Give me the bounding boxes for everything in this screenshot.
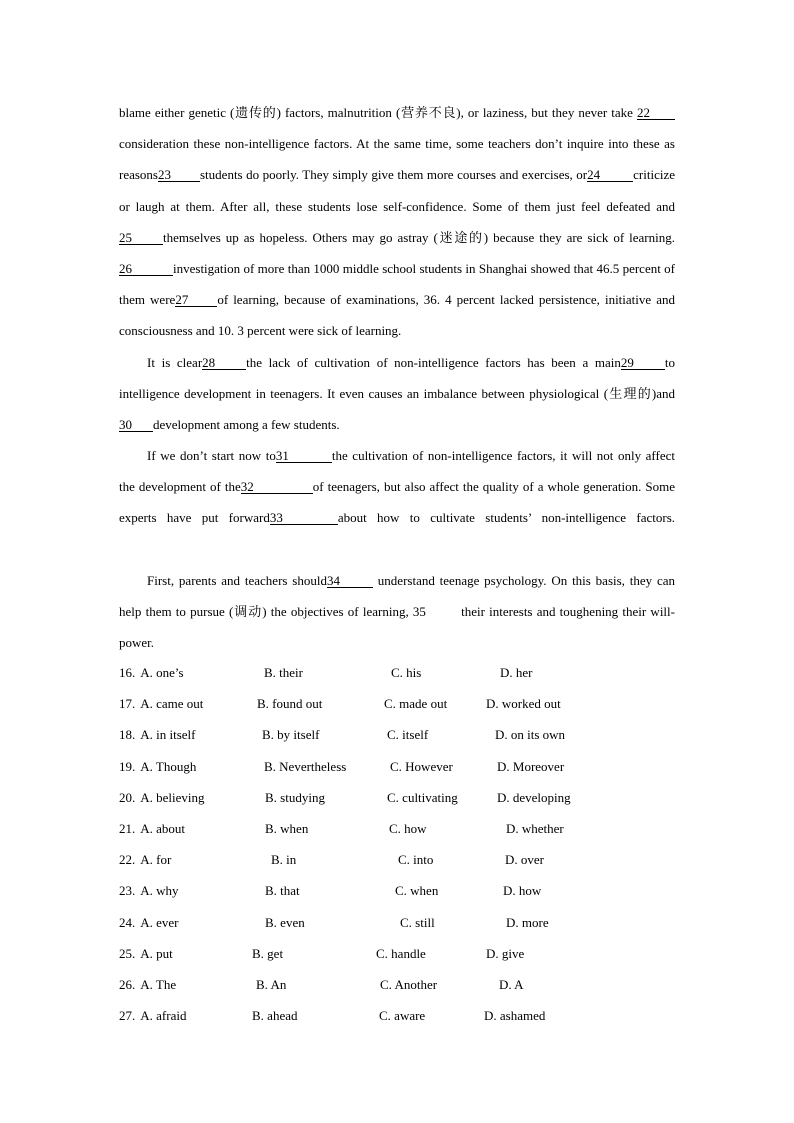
question-option-a: [119, 913, 179, 933]
question-option-b: B. ahead: [252, 1008, 298, 1024]
passage-text: criticize or laugh at them. After all, these students lose self-confidence. Some of them just feel defeated and: [119, 167, 675, 214]
question-option-d: D. more: [506, 914, 549, 930]
question-row: [119, 725, 679, 745]
question-option-c: C. when: [395, 883, 439, 899]
option-text: A. put: [140, 945, 173, 961]
answer-blank-number: 35: [412, 604, 426, 620]
answer-blank: 27: [175, 293, 217, 307]
question-number: 19.: [119, 758, 136, 774]
question-row: [119, 944, 679, 964]
passage-text: development among a few students.: [153, 417, 340, 433]
question-option-c: C. into: [398, 852, 434, 868]
question-option-b: B. by itself: [262, 727, 320, 743]
passage-paragraph-1: [119, 97, 675, 347]
question-row: [119, 819, 679, 839]
question-option-b: B. when: [265, 821, 309, 836]
question-option-c: C. made out: [384, 696, 448, 712]
passage-text: First, parents and teachers should: [147, 573, 327, 588]
option-text: A. ever: [140, 914, 179, 930]
question-option-b: B. found out: [257, 696, 323, 712]
passage-text: of teenagers, but also affect the quality of a whole generation. Some experts have put forward: [119, 479, 675, 526]
passage-text: to intelligence development in teenagers. It even causes an imbalance between physiological (生理的)and: [119, 355, 675, 402]
option-text: A. Though: [140, 758, 197, 774]
question-option-a: [119, 757, 196, 777]
question-number: 21.: [119, 821, 136, 836]
option-text: A. afraid: [140, 1008, 187, 1024]
question-option-a: [119, 944, 173, 964]
option-text: A. in itself: [140, 727, 196, 743]
question-option-d: D. how: [503, 883, 542, 899]
answer-blank: 34: [327, 574, 373, 588]
question-row: [119, 788, 679, 808]
answer-blank: 25: [119, 231, 163, 245]
question-option-d: D. whether: [506, 821, 564, 836]
option-text: A. for: [140, 852, 172, 868]
question-number: 16.: [119, 665, 136, 680]
question-option-d: D. A: [499, 977, 524, 992]
passage-text: of learning, because of examinations, 36. 4 percent lacked persistence, initiative and consciousness and 10. 3 percent were sick of learning.: [119, 292, 675, 339]
passage-text: themselves up as hopeless. Others may go astray (迷途的) because they are sick of learning.: [163, 229, 675, 245]
passage-text: understand teenage psychology. On this basis, they can help them to pursue (调动) the objectives of learning,: [119, 573, 676, 620]
question-option-d: D. give: [486, 945, 525, 961]
question-row: [119, 1006, 679, 1026]
question-row: [119, 975, 679, 995]
question-row: [119, 881, 679, 901]
question-option-d: D. on its own: [495, 727, 566, 743]
answer-blank: 28: [202, 356, 246, 370]
passage-text: the cultivation of non-intelligence factors, it will not only affect the development of the: [119, 448, 675, 495]
question-option-d: D. worked out: [486, 696, 561, 712]
question-option-b: B. Nevertheless: [264, 758, 347, 774]
question-option-c: C. his: [391, 665, 422, 680]
question-option-a: [119, 1006, 186, 1026]
answer-blank: 31: [276, 449, 332, 463]
question-number: 22.: [119, 852, 136, 868]
question-number: 26.: [119, 977, 136, 992]
question-option-c: C. aware: [379, 1008, 426, 1024]
question-option-b: B. An: [256, 977, 287, 992]
option-text: A. about: [140, 821, 186, 836]
question-option-b: B. in: [271, 852, 297, 868]
answer-blank: 22: [637, 106, 675, 120]
passage-text: If we don’t start now to: [147, 448, 276, 463]
passage-text: their interests and toughening their will-power.: [119, 604, 675, 651]
answer-blank: 32: [241, 480, 313, 494]
question-number: 20.: [119, 789, 136, 805]
question-option-a: [119, 725, 196, 745]
passage-text: investigation of more than 1000 middle school students in Shanghai showed that 46.5 percent of them were: [119, 261, 675, 308]
question-option-c: C. handle: [376, 945, 426, 961]
question-option-c: C. still: [400, 914, 435, 930]
passage-text: blame either genetic (遗传的) factors, malnutrition (营养不良), or laziness, but they never take: [119, 105, 637, 120]
question-option-a: [119, 663, 184, 683]
passage-text: about how to cultivate students’ non-intelligence factors.: [337, 510, 675, 526]
question-row: [119, 663, 679, 683]
question-option-a: [119, 975, 176, 995]
question-option-b: B. that: [265, 883, 300, 899]
passage-paragraph-3: [119, 440, 675, 534]
question-number: 25.: [119, 945, 136, 961]
answer-blank: 29: [621, 356, 665, 370]
option-text: A. came out: [140, 696, 204, 712]
option-text: A. why: [140, 883, 179, 899]
question-option-d: D. developing: [497, 789, 571, 805]
question-option-b: B. get: [252, 945, 284, 961]
question-option-d: D. her: [500, 665, 533, 680]
question-option-a: [119, 788, 205, 808]
passage-text: the lack of cultivation of non-intelligence factors has been a main: [246, 355, 621, 370]
question-option-c: C. However: [390, 758, 453, 774]
question-option-a: [119, 694, 203, 714]
option-text: A. believing: [140, 789, 205, 805]
question-option-b: B. studying: [265, 789, 325, 805]
question-option-c: C. cultivating: [387, 789, 458, 805]
passage-text: consideration these non-intelligence factors. At the same time, some teachers don’t inquire into these as reasons: [119, 136, 675, 183]
question-row: [119, 913, 679, 933]
passage-paragraph-4: [119, 565, 675, 659]
option-text: A. The: [140, 977, 177, 992]
answer-blank: 26: [119, 262, 173, 276]
question-option-c: C. itself: [387, 727, 429, 743]
answer-blank: 30: [119, 418, 153, 432]
question-row: [119, 757, 679, 777]
question-option-d: D. Moreover: [497, 758, 565, 774]
passage-text: It is clear: [147, 355, 203, 370]
question-option-a: [119, 819, 185, 839]
answer-blank: 24: [587, 168, 633, 182]
question-option-d: D. over: [505, 852, 544, 868]
passage-text: students do poorly. They simply give them more courses and exercises, or: [200, 167, 588, 183]
question-option-a: [119, 881, 179, 901]
question-option-c: C. how: [389, 821, 427, 836]
question-number: 27.: [119, 1008, 136, 1024]
question-row: [119, 850, 679, 870]
question-option-b: B. their: [264, 665, 303, 680]
question-number: 23.: [119, 883, 136, 899]
answer-blank: 23: [158, 168, 200, 182]
question-number: 18.: [119, 727, 136, 743]
question-option-b: B. even: [265, 914, 305, 930]
question-option-a: [119, 850, 171, 870]
option-text: A. one’s: [140, 665, 184, 680]
question-option-c: C. Another: [380, 977, 438, 992]
question-row: [119, 694, 679, 714]
question-number: 17.: [119, 696, 136, 712]
question-number: 24.: [119, 914, 136, 930]
question-option-d: D. ashamed: [484, 1008, 546, 1024]
passage-paragraph-2: [119, 347, 675, 441]
answer-blank: 33: [270, 511, 338, 525]
